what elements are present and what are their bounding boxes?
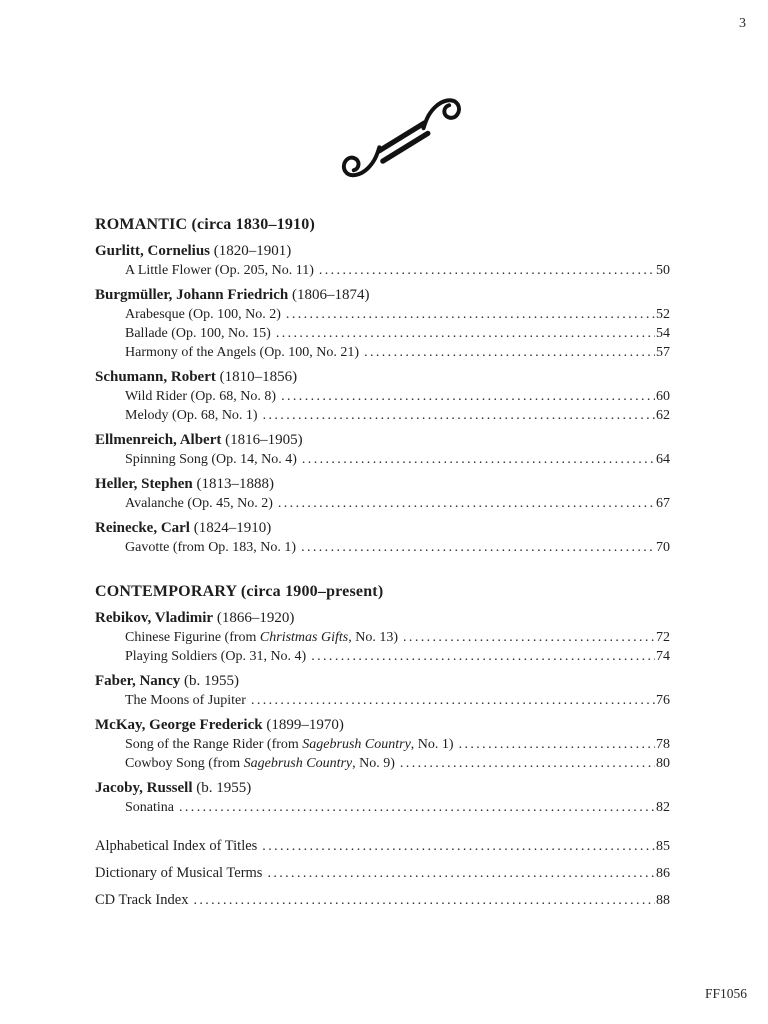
composer-dates: (1824–1910) [193, 520, 272, 536]
index-title: Alphabetical Index of Titles [95, 838, 258, 854]
page-ref: 72 [656, 630, 670, 645]
dot-leader [286, 305, 655, 324]
toc-entry [95, 538, 670, 557]
piece-title-text: A Little Flower (Op. 205, No. 11) [125, 263, 314, 278]
composer-dates: (b. 1955) [184, 673, 240, 689]
composer-dates: (1810–1856) [219, 369, 298, 385]
composer-line [95, 608, 670, 628]
toc-entry [95, 494, 670, 513]
page-ref: 50 [656, 263, 670, 278]
piece-title [125, 343, 359, 362]
page-ref: 85 [656, 839, 670, 854]
composer-line [95, 285, 670, 305]
dot-leader [179, 798, 655, 817]
composer-line [95, 474, 670, 494]
composer-name: Rebikov, Vladimir [95, 610, 214, 626]
dot-leader [263, 406, 655, 425]
piece-title [125, 324, 271, 343]
piece-title-suffix: , No. 9) [352, 756, 395, 771]
dot-leader [193, 891, 655, 910]
piece-title [125, 754, 395, 773]
composer-line [95, 671, 670, 691]
piece-title-text: Avalanche (Op. 45, No. 2) [125, 496, 273, 511]
piece-title-text: Wild Rider (Op. 68, No. 8) [125, 389, 277, 404]
toc-entry [95, 450, 670, 469]
piece-title-text: Ballade (Op. 100, No. 15) [125, 326, 271, 341]
composer-line [95, 430, 670, 450]
page-ref: 88 [656, 893, 670, 908]
dot-leader [403, 628, 655, 647]
piece-title-suffix: , No. 1) [410, 737, 454, 752]
page-ref: 57 [656, 345, 670, 360]
section-heading: ROMANTIC (circa 1830–1910) [95, 216, 315, 233]
toc-entry [95, 305, 670, 324]
page-ref: 64 [656, 452, 670, 467]
toc-entry [95, 628, 670, 647]
toc-entry [95, 647, 670, 666]
dot-leader [267, 864, 655, 883]
piece-title-italic: Sagebrush Country [243, 756, 353, 771]
piece-title-italic: Sagebrush Country [302, 737, 411, 752]
piece-title-text: Playing Soldiers (Op. 31, No. 4) [125, 649, 307, 664]
composer-dates: (1806–1874) [291, 287, 370, 303]
piece-title [125, 406, 258, 425]
piece-title [125, 691, 246, 710]
back-matter-entry [95, 891, 670, 910]
piece-title [125, 647, 306, 666]
back-matter-entry [95, 837, 670, 856]
catalog-code: FF1056 [704, 986, 747, 1001]
composer-dates: (1866–1920) [216, 610, 295, 626]
piece-title-text: Melody (Op. 68, No. 1) [125, 408, 258, 423]
dot-leader [281, 387, 655, 406]
dot-leader [276, 324, 655, 343]
piece-title-text: The Moons of Jupiter [125, 693, 246, 708]
piece-title-text: Song of the Range Rider (from [125, 737, 303, 752]
composer-name: Gurlitt, Cornelius [95, 243, 210, 259]
back-matter-entry [95, 864, 670, 883]
page-ref: 70 [656, 540, 670, 555]
piece-title-text: Spinning Song (Op. 14, No. 4) [125, 452, 297, 467]
back-matter [95, 837, 670, 910]
composer-name: Jacoby, Russell [95, 780, 193, 796]
composer-dates: (1813–1888) [196, 476, 275, 492]
piece-title-text: Harmony of the Angels (Op. 100, No. 21) [125, 345, 360, 360]
page-number: 3 [739, 16, 746, 31]
dot-leader [400, 754, 655, 773]
composer-line [95, 367, 670, 387]
composer-line [95, 518, 670, 538]
toc-entry [95, 798, 670, 817]
page-ref: 62 [656, 408, 670, 423]
piece-title [125, 628, 398, 647]
piece-title-suffix: , No. 13) [348, 630, 399, 645]
piece-title [125, 305, 281, 324]
page-ref: 80 [656, 756, 670, 771]
page-ref: 78 [656, 737, 670, 752]
dot-leader [251, 691, 655, 710]
page-ref: 74 [656, 649, 670, 664]
dot-leader [311, 647, 655, 666]
section-heading: CONTEMPORARY (circa 1900–present) [95, 583, 384, 600]
page-ref: 54 [656, 326, 670, 341]
dot-leader [319, 261, 655, 280]
composer-name: Reinecke, Carl [95, 520, 190, 536]
composer-name: McKay, George Frederick [95, 717, 263, 733]
piece-title [125, 798, 174, 817]
music-flourish-ornament [336, 84, 466, 188]
composer-name: Burgmüller, Johann Friedrich [95, 287, 289, 303]
index-title: CD Track Index [95, 892, 189, 908]
composer-line [95, 241, 670, 261]
beamed-scroll-icon [336, 84, 466, 188]
toc-entry [95, 691, 670, 710]
page-ref: 60 [656, 389, 670, 404]
piece-title [125, 538, 296, 557]
composer-line [95, 778, 670, 798]
piece-title [125, 387, 276, 406]
composer-dates: (1899–1970) [266, 717, 344, 733]
dot-leader [301, 538, 655, 557]
toc-entry [95, 261, 670, 280]
toc-entry [95, 406, 670, 425]
index-title: Dictionary of Musical Terms [95, 865, 263, 881]
page-ref: 52 [656, 307, 670, 322]
toc-entry [95, 754, 670, 773]
composer-name: Heller, Stephen [95, 476, 193, 492]
composer-dates: (b. 1955) [196, 780, 252, 796]
page-ref: 86 [656, 866, 670, 881]
dot-leader [262, 837, 655, 856]
toc [95, 214, 670, 817]
composer-name: Ellmenreich, Albert [95, 432, 222, 448]
piece-title-text: Gavotte (from Op. 183, No. 1) [125, 540, 297, 555]
composer-dates: (1820–1901) [213, 243, 292, 259]
composer-dates: (1816–1905) [225, 432, 303, 448]
dot-leader [364, 343, 655, 362]
composer-name: Schumann, Robert [95, 369, 216, 385]
piece-title [125, 261, 314, 280]
piece-title-italic: Christmas Gifts [259, 630, 349, 645]
piece-title-text: Cowboy Song (from [125, 756, 244, 771]
toc-entry [95, 324, 670, 343]
composer-name: Faber, Nancy [95, 673, 181, 689]
piece-title [125, 450, 297, 469]
page-ref: 82 [656, 800, 670, 815]
dot-leader [459, 735, 655, 754]
composer-line [95, 715, 670, 735]
piece-title-text: Arabesque (Op. 100, No. 2) [125, 307, 281, 322]
page-ref: 76 [656, 693, 670, 708]
page-ref: 67 [656, 496, 670, 511]
piece-title-text: Chinese Figurine (from [125, 630, 260, 645]
dot-leader [278, 494, 655, 513]
dot-leader [302, 450, 655, 469]
toc-entry [95, 387, 670, 406]
toc-entry [95, 343, 670, 362]
piece-title [125, 735, 454, 754]
toc-entry [95, 735, 670, 754]
piece-title-text: Sonatina [125, 800, 174, 815]
piece-title [125, 494, 273, 513]
